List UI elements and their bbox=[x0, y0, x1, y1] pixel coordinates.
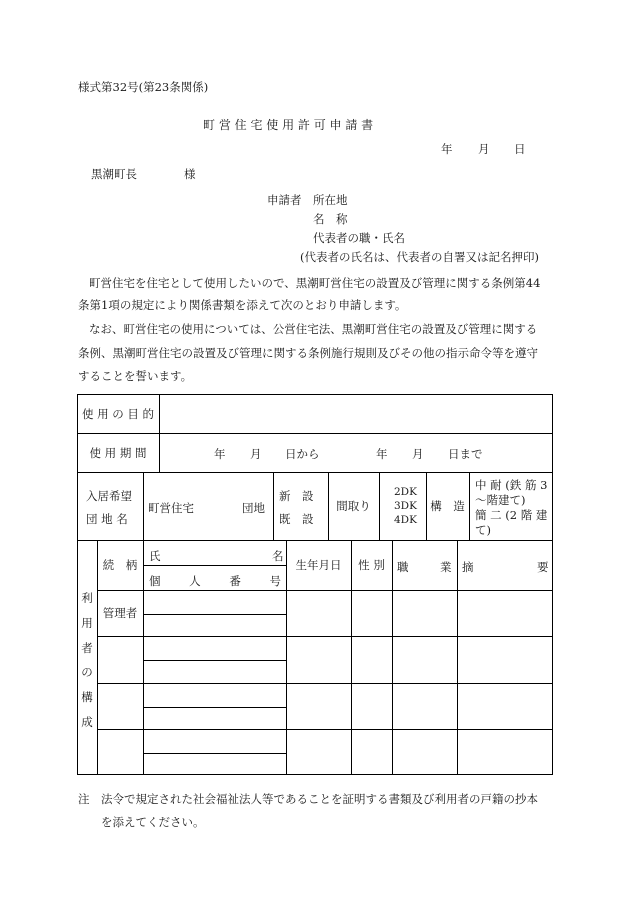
existing-build-label: 既 設 bbox=[279, 512, 314, 526]
structure-label: 構 造 bbox=[430, 499, 465, 513]
date-day: 日 bbox=[514, 142, 526, 156]
period-end-month: 月 bbox=[412, 447, 424, 461]
period-end-year: 年 bbox=[376, 447, 388, 461]
manager-label: 管理者 bbox=[102, 606, 138, 620]
addressee-honorific: 様 bbox=[184, 167, 196, 181]
date-month: 月 bbox=[478, 142, 490, 156]
col-birth: 生年月日 bbox=[295, 558, 342, 572]
body-line-1: 町営住宅を住宅として使用したいので、黒潮町営住宅の設置及び管理に関する条例第44 bbox=[89, 276, 541, 290]
period-label: 使 用 期 間 bbox=[89, 445, 147, 460]
structure-value-3: 簡 二 (2 階 建 bbox=[475, 508, 548, 522]
application-table bbox=[77, 394, 553, 775]
housing-value-suffix: 団地 bbox=[242, 501, 265, 515]
page-title: 町 営 住 宅 使 用 許 可 申 請 書 bbox=[203, 118, 374, 132]
col-note-1: 摘 bbox=[462, 560, 474, 574]
date-year: 年 bbox=[441, 142, 453, 156]
body-line-5: することを誓います。 bbox=[78, 369, 193, 383]
col-sex: 性 別 bbox=[358, 558, 385, 572]
footnote-line-1: 注 法令で規定された社会福祉法人等であることを証明する書類及び利用者の戸籍の抄本 bbox=[78, 792, 538, 806]
structure-value-2: ～階建て) bbox=[475, 493, 526, 507]
purpose-field[interactable] bbox=[160, 395, 551, 432]
period-end-day: 日まで bbox=[448, 447, 483, 461]
housing-value-prefix: 町営住宅 bbox=[148, 501, 194, 515]
body-line-3: なお、町営住宅の使用については、公営住宅法、黒潮町営住宅の設置及び管理に関する bbox=[89, 322, 538, 336]
new-build-label: 新 設 bbox=[279, 489, 314, 503]
layout-option-4dk: 4DK bbox=[394, 514, 417, 526]
applicant-org-name-label: 名 称 bbox=[313, 212, 348, 226]
period-start-month: 月 bbox=[250, 447, 262, 461]
users-composition-label: 利 用 者 の 構 成 bbox=[81, 591, 93, 729]
housing-label-2: 団 地 名 bbox=[86, 512, 128, 526]
layout-option-2dk: 2DK bbox=[394, 486, 417, 498]
purpose-label: 使 用 の 目 的 bbox=[81, 406, 155, 421]
applicant-label: 申請者 bbox=[267, 193, 302, 207]
body-line-4: 条例、黒潮町営住宅の設置及び管理に関する条例施行規則及びその他の指示命令等を遵守 bbox=[78, 346, 538, 360]
applicant-rep-label: 代表者の職・氏名 bbox=[313, 231, 405, 245]
housing-label-1: 入居希望 bbox=[86, 489, 132, 503]
col-job-2: 業 bbox=[440, 560, 452, 574]
layout-option-3dk: 3DK bbox=[394, 500, 417, 512]
col-note-2: 要 bbox=[537, 560, 549, 574]
layout-label: 間取り bbox=[336, 499, 371, 513]
form-number: 様式第32号(第23条関係) bbox=[78, 80, 209, 94]
period-start-year: 年 bbox=[214, 447, 226, 461]
col-name-1: 氏 bbox=[149, 549, 161, 563]
footnote-line-2: を添えてください。 bbox=[101, 815, 205, 829]
applicant-address-label: 所在地 bbox=[313, 193, 348, 207]
period-start-day: 日から bbox=[285, 447, 320, 461]
col-id: 個 人 番 号 bbox=[149, 574, 281, 588]
col-job-1: 職 bbox=[397, 560, 409, 574]
addressee-name: 黒潮町長 bbox=[91, 167, 137, 181]
structure-value-4: て) bbox=[475, 523, 491, 537]
structure-value-1: 中 耐 (鉄 筋 3 bbox=[475, 478, 548, 492]
body-line-2: 条第1項の規定により関係書類を添えて次のとおり申請します。 bbox=[78, 298, 407, 312]
col-relation: 続 柄 bbox=[102, 558, 138, 572]
applicant-note: (代表者の氏名は、代表者の自署又は記名押印) bbox=[300, 250, 539, 264]
col-name-2: 名 bbox=[272, 549, 284, 563]
